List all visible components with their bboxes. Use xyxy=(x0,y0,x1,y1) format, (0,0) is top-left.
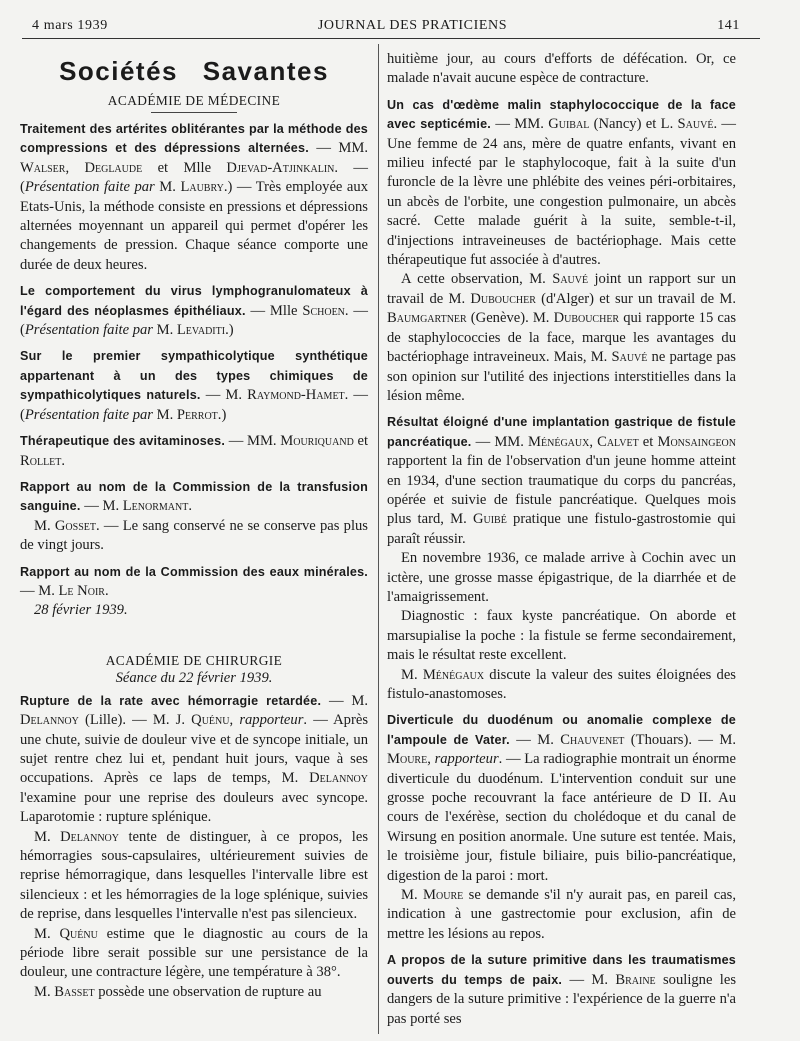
article-paragraph: A cette observation, M. Sauvé joint un rapport sur un travail de M. Duboucher (d'Alger) et sur un travail de M. Baumgartner (Genève). M. Duboucher qui rapporte 15 cas de staphylococcies de la face, marque les avantages du bactériophage intraveineux. Mais, M. Sauvé ne partage pas son opinion sur l'utilité des injections interstitielles dans la lésion même. xyxy=(387,271,736,404)
article-title: Traitement des artérites oblitérantes par la méthode des compressions et des dépressions alternées. xyxy=(20,122,368,156)
article-paragraph: En novembre 1936, ce malade arrive à Cochin avec un ictère, une grosse masse épigastrique, de la diarrhée et de l'amaigrissement. xyxy=(387,550,736,605)
column-divider xyxy=(378,44,379,1034)
header-rule xyxy=(22,38,760,39)
author-names: Braine xyxy=(615,971,656,988)
session-subtitle: Séance du 22 février 1939. xyxy=(115,669,273,686)
author-names: Monsaingeon xyxy=(657,433,736,450)
article-eaux-minerales: Rapport au nom de la Commission des eaux minérales. — M. Le Noir. xyxy=(20,564,368,599)
continued-paragraph: huitième jour, au cours d'efforts de défécation. Or, ce malade n'avait aucune espèce de contracture. xyxy=(387,51,736,87)
issue-date: 4 mars 1939 xyxy=(32,18,108,33)
article-title: Sur le premier sympathicolytique synthétique appartenant à un des types chimiques de sympathicolytiques naturels. xyxy=(20,349,368,403)
article-title: Résultat éloigné d'une implantation gastrique de fistule pancréatique. xyxy=(387,415,736,449)
author-names: Quénu xyxy=(191,712,230,729)
author-names: Guibé xyxy=(472,511,507,528)
academie-medecine-heading: ACADÉMIE DE MÉDECINE xyxy=(107,93,281,108)
presenter-name: Levaditi xyxy=(176,322,226,339)
running-header xyxy=(32,14,740,38)
article-paragraph: M. Delannoy tente de distinguer, à ce propos, les hémorragies sous-capsulaires, ultérieurement suivies de reprise hémorragique, dans lesquelles l'intervalle libre est silencieux : et les hémorragies de la loge splénique, suivies de reprise, dans lesquelles l'intervalle n'est pas silencieux. xyxy=(20,828,369,923)
article-paragraph: M. Gosset. — Le sang conservé ne se conserve pas plus de vingt jours. xyxy=(20,517,368,554)
author-names: Moure xyxy=(423,887,464,904)
article-title: Thérapeutique des avitaminoses. xyxy=(20,434,226,449)
article-lymphogranulomateux: Le comportement du virus lymphogranulomateux à l'égard des néoplasmes épithéliaux. — Mlle Schoen. — (Présentation faite par M. Levaditi.) xyxy=(20,284,368,339)
author-names: Raymond-Hamet xyxy=(247,387,345,404)
article-avitaminoses: Thérapeutique des avitaminoses. — MM. Mouriquand et Rollet. xyxy=(20,433,369,469)
author-names: Sauvé xyxy=(677,116,714,133)
article-paragraph: Diagnostic : faux kyste pancréatique. On aborde et marsupialise la poche : la fistule se ferme secondairement, mais le résultat reste excellent. xyxy=(387,608,736,664)
author-names: Rollet xyxy=(20,452,62,469)
author-names: Ménégaux, Calvet xyxy=(528,433,639,450)
academie-chirurgie-heading: ACADÉMIE DE CHIRURGIE xyxy=(105,652,283,668)
author-names: Djevad-Atjinkalin xyxy=(226,159,335,176)
presenter-name: Laubry xyxy=(180,179,224,196)
author-names: Walser, Deglaude xyxy=(20,159,143,176)
article-arterites: Traitement des artérites oblitérantes par la méthode des compressions et des dépressions alternées. — MM. Walser, Deglaude et Mlle Djevad-Atjinkalin. — (Présentation faite par M. Laubry.) — Très employée aux Etats-Unis, la méthode consiste en pressions et dépressions alternées moyennant un appareil qui permet d'opérer les changements de pression. Chaque séance comporte une durée de deux heures. xyxy=(20,122,369,273)
author-names: Mouriquand xyxy=(280,433,354,450)
journal-name: JOURNAL DES PRATICIENS xyxy=(317,18,508,33)
article-paragraph: M. Ménégaux discute la valeur des suites éloignées des fistulo-anastomoses. xyxy=(387,666,736,702)
article-paragraph: M. Quénu estime que le diagnostic au cours de la période libre serait possible sur une persistance de la douleur, une contracture légère, une température à 38°. xyxy=(20,925,368,981)
article-fistule-pancreatique: Résultat éloigné d'une implantation gastrique de fistule pancréatique. — MM. Ménégaux, Calvet et Monsaingeon rapportent la fin de l'observation d'un jeune homme atteint en 1934, d'une section traumatique du corps du pancréas, opérée et suivie de fistule pancréatique. Quelques mois plus tard, M. Guibé pratique une fistulo-gastrostomie qui paraît réussir. xyxy=(387,415,736,547)
article-sympathicolytique: Sur le premier sympathicolytique synthétique appartenant à un des types chimiques de sympathicolytiques naturels. — M. Raymond-Hamet. — (Présentation faite par M. Perrot.) xyxy=(20,349,368,423)
article-title: Rapport au nom de la Commission de la transfusion sanguine. xyxy=(20,479,368,514)
article-oedeme-malin: Un cas d'œdème malin staphylococcique de la face avec septicémie. — MM. Guibal (Nancy) et L. Sauvé. — Une femme de 24 ans, mère de quatre enfants, vivant en milieu infecté par le staphylocoque, fait à la suite d'un furoncle de la lèvre une phlébite des veines péri-orbitaires, un abcès de l'orbite, une congestion pulmonaire, un abcès sacré. Cette malade guérit à la suite, semble-t-il, d'injections intraveineuses de bactériophage. Mais cette thérapeutique fut associée à d'autres. xyxy=(387,97,737,269)
author-names: Delannoy xyxy=(309,770,368,787)
author-names: Le Noir xyxy=(58,582,105,599)
article-title: A propos de la suture primitive dans les traumatismes ouverts du temps de paix. xyxy=(387,953,736,987)
author-names: Lenormant xyxy=(122,498,189,515)
article-paragraph: M. Moure se demande s'il n'y aurait pas, en pareil cas, indication à une gastrectomie pour exclusion, afin de mettre les lésions au repos. xyxy=(387,887,736,942)
author-names: Ménégaux xyxy=(422,666,485,683)
author-names: Basset xyxy=(54,983,95,1000)
left-column xyxy=(20,50,368,1002)
article-body: .) — Très employée aux Etats-Unis, la méthode consiste en pressions et dépressions alternées moyennant un appareil qui permet d'opérer les changements de pression. Chaque séance comporte une durée de deux heures. xyxy=(20,179,369,273)
presenter-name: Perrot xyxy=(176,406,218,423)
author-names: Schoen xyxy=(302,302,345,319)
heading-rule xyxy=(151,112,237,113)
article-title: Le comportement du virus lymphogranulomateux à l'égard des néoplasmes épithéliaux. xyxy=(20,284,368,318)
article-transfusion: Rapport au nom de la Commission de la transfusion sanguine. — M. Lenormant. xyxy=(20,479,368,515)
page-number: 141 xyxy=(717,18,740,33)
article-diverticule: Diverticule du duodénum ou anomalie complexe de l'ampoule de Vater. — M. Chauvenet (Thouars). — M. Moure, rapporteur. — La radiographie montrait un énorme diverticule du duodénum. L'intervention conduit sur une grosse poche recouvrant la face antérieure de D II. Au cours de l'exérèse, section du cholédoque et du canal de Wirsung en position anormale. Une suture est tentée. Mais, le troisième jour, fistule biliaire, puis bilio-pancréatique, digestion de la paroi : mort. xyxy=(387,713,737,884)
author-names: Delannoy xyxy=(20,712,79,729)
article-title: Un cas d'œdème malin staphylococcique de la face avec septicémie. xyxy=(387,97,736,132)
section-title: Sociétés Savantes xyxy=(59,56,329,86)
article-title: Rupture de la rate avec hémorragie retardée. xyxy=(20,693,322,708)
article-paragraph: M. Basset possède une observation de rupture au xyxy=(34,983,322,1000)
author-names: Moure xyxy=(387,751,428,768)
author-names: Gosset xyxy=(54,517,96,534)
article-suture-primitive: A propos de la suture primitive dans les traumatismes ouverts du temps de paix. — M. Braine souligne les dangers de la suture primitive : l'expérience de la guerre n'a pas porté ses xyxy=(387,953,736,1027)
author-names: Chauvenet xyxy=(560,731,625,748)
author-names: Delannoy xyxy=(60,828,119,845)
author-names: Quénu xyxy=(59,925,98,942)
article-rupture-rate: Rupture de la rate avec hémorragie retardée. — M. Delannoy (Lille). — M. J. Quénu, rapporteur. — Après une chute, suivie de douleur vive et de syncope initiale, un sujet rentre chez lui et, pendant huit jours, vaque à ses occupations. Après ce laps de temps, M. Delannoy l'examine pour une reprise des douleurs avec syncope. Laparotomie : rupture splénique. xyxy=(20,692,368,826)
author-names: Guibal xyxy=(548,116,590,133)
right-column xyxy=(387,50,736,1029)
article-title: Rapport au nom de la Commission des eaux minérales. xyxy=(20,564,368,579)
session-date: 28 février 1939. xyxy=(34,602,128,619)
article-title: Diverticule du duodénum ou anomalie complexe de l'ampoule de Vater. xyxy=(387,713,736,747)
